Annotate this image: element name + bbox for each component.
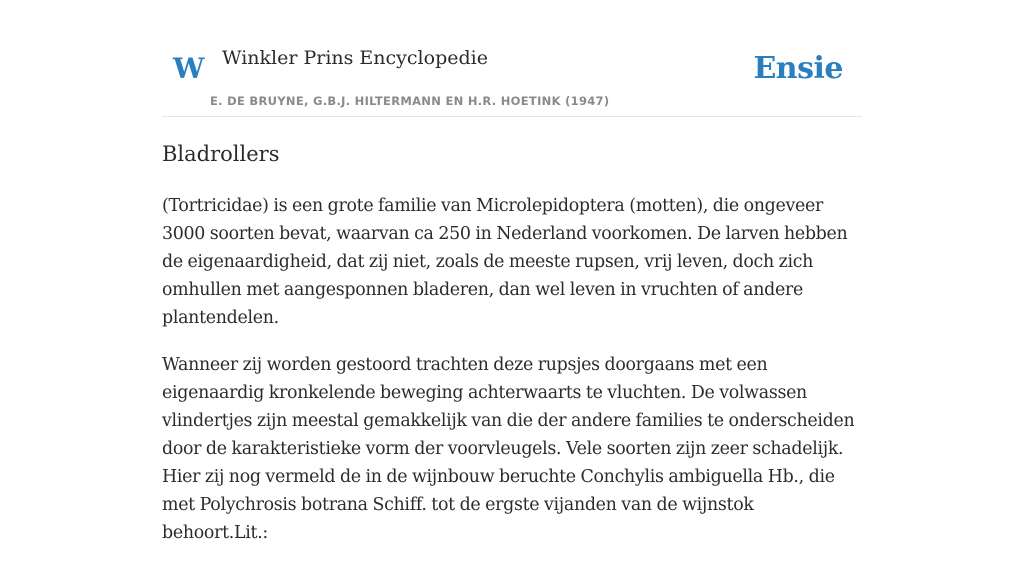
- site-header: [162, 0, 862, 117]
- ensie-logo[interactable]: Ensie: [753, 51, 843, 86]
- source-authors: E. DE BRUYNE, G.B.J. HILTERMANN EN H.R. HOETINK (1947): [210, 94, 610, 108]
- article-body: [162, 192, 862, 566]
- winkler-prins-logo[interactable]: W: [173, 52, 205, 85]
- source-title[interactable]: Winkler Prins Encyclopedie: [222, 47, 488, 69]
- article-title: Bladrollers: [162, 142, 280, 166]
- article-paragraph: Wanneer zij worden gestoord trachten deze rupsjes doorgaans met een eigenaardig kronkelende beweging achterwaarts te vluchten. De volwassen vlindertjes zijn meestal gemakkelijk van die der andere families te onderscheiden door de karakteristieke vorm der voorvleugels. Vele soorten zijn zeer schadelijk. Hier zij nog vermeld de in de wijnbouw beruchte Conchylis ambiguella Hb., die met Polychrosis botrana Schiff. tot de ergste vijanden van de wijnstok behoort.Lit.:: [162, 355, 855, 543]
- page-container: [162, 0, 862, 543]
- article-paragraph: (Tortricidae) is een grote familie van Microlepidoptera (motten), die ongeveer 3000 soorten bevat, waarvan ca 250 in Nederland voorkomen. De larven hebben de eigenaardigheid, dat zij niet, zoals de meeste rupsen, vrij leven, doch zich omhullen met aangesponnen bladeren, dan wel leven in vruchten of andere plantendelen.: [162, 196, 848, 328]
